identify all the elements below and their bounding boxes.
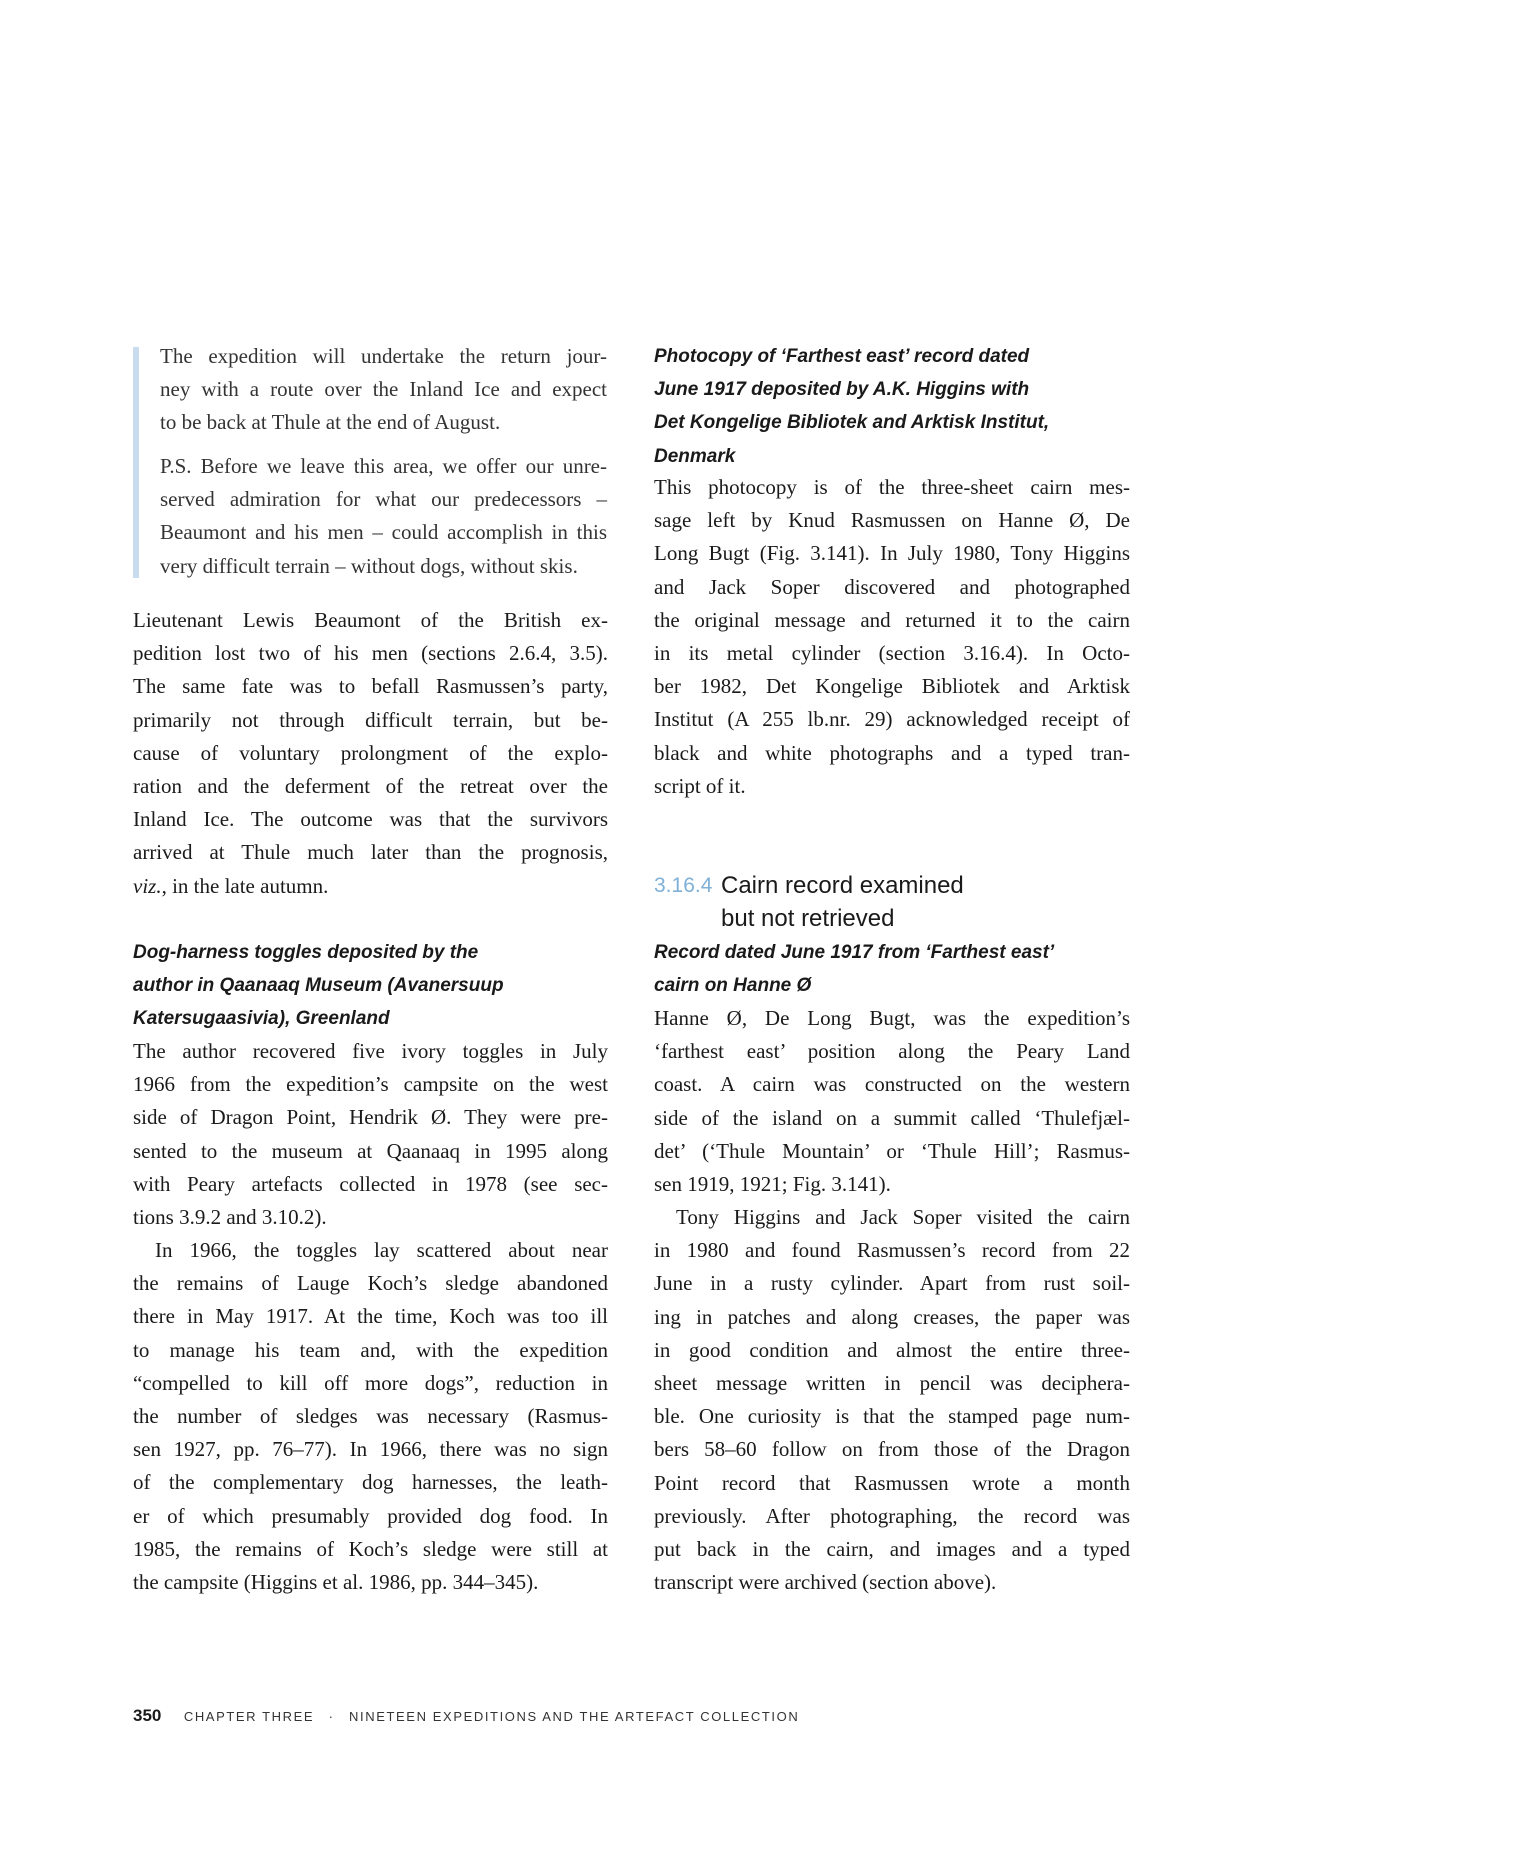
page-number: 350 xyxy=(133,1706,162,1725)
text-line: there in May 1917. At the time, Koch was too ill xyxy=(133,1304,608,1329)
text-line: the remains of Lauge Koch’s sledge abandoned xyxy=(133,1271,608,1296)
text-line: side of Dragon Point, Hendrik Ø. They were pre- xyxy=(133,1105,608,1130)
text-line: to be back at Thule at the end of August. xyxy=(160,410,501,435)
page-footer xyxy=(133,1706,799,1726)
text-line: Dog-harness toggles deposited by the xyxy=(133,942,479,963)
section-title-line: but not retrieved xyxy=(721,905,895,933)
text-line: and Jack Soper discovered and photographed xyxy=(654,574,1130,599)
text-line: cairn on Hanne Ø xyxy=(654,975,812,997)
text-line: 1985, the remains of Koch’s sledge were still at xyxy=(133,1536,608,1561)
text-line: viz., in the late autumn. xyxy=(133,873,329,898)
section-title-line: Cairn record examined xyxy=(721,872,964,899)
text-line: the original message and returned it to the cairn xyxy=(654,607,1130,632)
text-line: pedition lost two of his men (sections 2.6.4, 3.5). xyxy=(133,641,608,666)
dog-harness-paragraph-1 xyxy=(133,1035,608,1234)
text-line: black and white photographs and a typed tran- xyxy=(654,740,1130,765)
text-line: Point record that Rasmussen wrote a month xyxy=(654,1470,1130,1495)
text-line: This photocopy is of the three-sheet cairn mes- xyxy=(654,475,1130,499)
text-line: Hanne Ø, De Long Bugt, was the expedition’s xyxy=(654,1006,1130,1030)
text-line: The author recovered five ivory toggles in July xyxy=(133,1039,608,1063)
text-line: sage left by Knud Rasmussen on Hanne Ø, De xyxy=(654,508,1130,533)
text-line: er of which presumably provided dog food. In xyxy=(133,1503,608,1528)
section-number: 3.16.4 xyxy=(654,874,713,897)
photocopy-subheading xyxy=(654,340,1130,473)
text-line: det’ (‘Thule Mountain’ or ‘Thule Hill’; Rasmus- xyxy=(654,1138,1130,1163)
text-line: author in Qaanaaq Museum (Avanersuup xyxy=(133,975,504,997)
text-line: in its metal cylinder (section 3.16.4). In Octo- xyxy=(654,640,1130,665)
dog-harness-subheading xyxy=(133,936,608,1036)
text-line: ble. One curiosity is that the stamped page num- xyxy=(654,1404,1130,1429)
text-line: cause of voluntary prolongment of the explo- xyxy=(133,740,608,765)
text-line: Tony Higgins and Jack Soper visited the cairn xyxy=(676,1205,1130,1229)
text-line: primarily not through difficult terrain, but be- xyxy=(133,707,608,732)
text-line: the campsite (Higgins et al. 1986, pp. 344–345). xyxy=(133,1569,539,1594)
text-line: script of it. xyxy=(654,773,746,798)
text-line: bers 58–60 follow on from those of the Dragon xyxy=(654,1437,1130,1462)
text-line: ing in patches and along creases, the paper was xyxy=(654,1304,1130,1329)
blockquote-bar xyxy=(133,347,139,578)
record-subheading xyxy=(654,936,1130,1002)
text-line: previously. After photographing, the record was xyxy=(654,1503,1130,1528)
text-line: P.S. Before we leave this area, we offer our unre- xyxy=(160,454,607,478)
text-line: The expedition will undertake the return jour- xyxy=(160,344,607,368)
photocopy-paragraph xyxy=(654,471,1130,803)
text-line: The same fate was to befall Rasmussen’s party, xyxy=(133,674,608,699)
text-line: very difficult terrain – without dogs, without skis. xyxy=(160,553,578,578)
text-line: Photocopy of ‘Farthest east’ record dated xyxy=(654,346,1030,367)
text-line: transcript were archived (section above). xyxy=(654,1570,997,1595)
text-line: sen 1919, 1921; Fig. 3.141). xyxy=(654,1171,891,1196)
text-line: ‘farthest east’ position along the Peary Land xyxy=(654,1039,1130,1064)
section-title xyxy=(721,869,964,935)
text-line: Katersugaasivia), Greenland xyxy=(133,1008,390,1030)
text-line: sheet message written in pencil was deciphera- xyxy=(654,1370,1130,1395)
text-line: sen 1927, pp. 76–77). In 1966, there was no sign xyxy=(133,1437,608,1462)
text-line: June in a rusty cylinder. Apart from rust soil- xyxy=(654,1271,1130,1296)
italic-term: viz. xyxy=(133,873,162,898)
text-line: arrived at Thule much later than the prognosis, xyxy=(133,840,608,865)
text-line: Record dated June 1917 from ‘Farthest east’ xyxy=(654,942,1055,963)
text-line: In 1966, the toggles lay scattered about near xyxy=(155,1238,608,1262)
text-line: Denmark xyxy=(654,445,736,467)
text-line: Institut (A 255 lb.nr. 29) acknowledged receipt of xyxy=(654,707,1130,732)
text-line: of the complementary dog harnesses, the leath- xyxy=(133,1470,608,1495)
text-line: “compelled to kill off more dogs”, reduction in xyxy=(133,1370,608,1395)
text-line: in 1980 and found Rasmussen’s record from 22 xyxy=(654,1238,1130,1263)
text-line: 1966 from the expedition’s campsite on the west xyxy=(133,1072,608,1097)
text-line: June 1917 deposited by A.K. Higgins with xyxy=(654,379,1030,401)
text-line: ber 1982, Det Kongelige Bibliotek and Arktisk xyxy=(654,674,1130,699)
text-line: side of the island on a summit called ‘Thulefjæl- xyxy=(654,1105,1130,1130)
text-line: sented to the museum at Qaanaaq in 1995 along xyxy=(133,1138,608,1163)
chapter-label: CHAPTER THREE xyxy=(183,1709,315,1724)
text-line: ration and the deferment of the retreat over the xyxy=(133,773,608,798)
text-line: with Peary artefacts collected in 1978 (see sec- xyxy=(133,1171,608,1196)
text-line: Det Kongelige Bibliotek and Arktisk Institut, xyxy=(654,412,1050,434)
higgins-paragraph xyxy=(654,1201,1130,1599)
left-intro-paragraph xyxy=(133,604,608,903)
text-line: the number of sledges was necessary (Rasmus- xyxy=(133,1403,608,1428)
text-line: Beaumont and his men – could accomplish in this xyxy=(160,520,607,545)
text-line: in good condition and almost the entire three- xyxy=(654,1337,1130,1362)
text-line: put back in the cairn, and images and a typed xyxy=(654,1536,1130,1561)
dog-harness-paragraph-2 xyxy=(133,1234,608,1599)
text-line: coast. A cairn was constructed on the western xyxy=(654,1072,1130,1097)
text-line: Long Bugt (Fig. 3.141). In July 1980, Tony Higgins xyxy=(654,541,1130,566)
text-line: Lieutenant Lewis Beaumont of the British ex- xyxy=(133,608,608,632)
hanne-paragraph xyxy=(654,1002,1130,1201)
footer-separator: · xyxy=(328,1709,335,1724)
chapter-title: NINETEEN EXPEDITIONS AND THE ARTEFACT COLLECTION xyxy=(349,1709,800,1724)
text-line: served admiration for what our predecessors – xyxy=(160,487,607,512)
text-line: ney with a route over the Inland Ice and expect xyxy=(160,377,607,402)
text-line: to manage his team and, with the expedition xyxy=(133,1337,608,1362)
text-line: tions 3.9.2 and 3.10.2). xyxy=(133,1204,327,1229)
text-line: Inland Ice. The outcome was that the survivors xyxy=(133,807,608,832)
blockquote-para-1 xyxy=(160,340,607,440)
blockquote-para-2 xyxy=(160,450,607,583)
